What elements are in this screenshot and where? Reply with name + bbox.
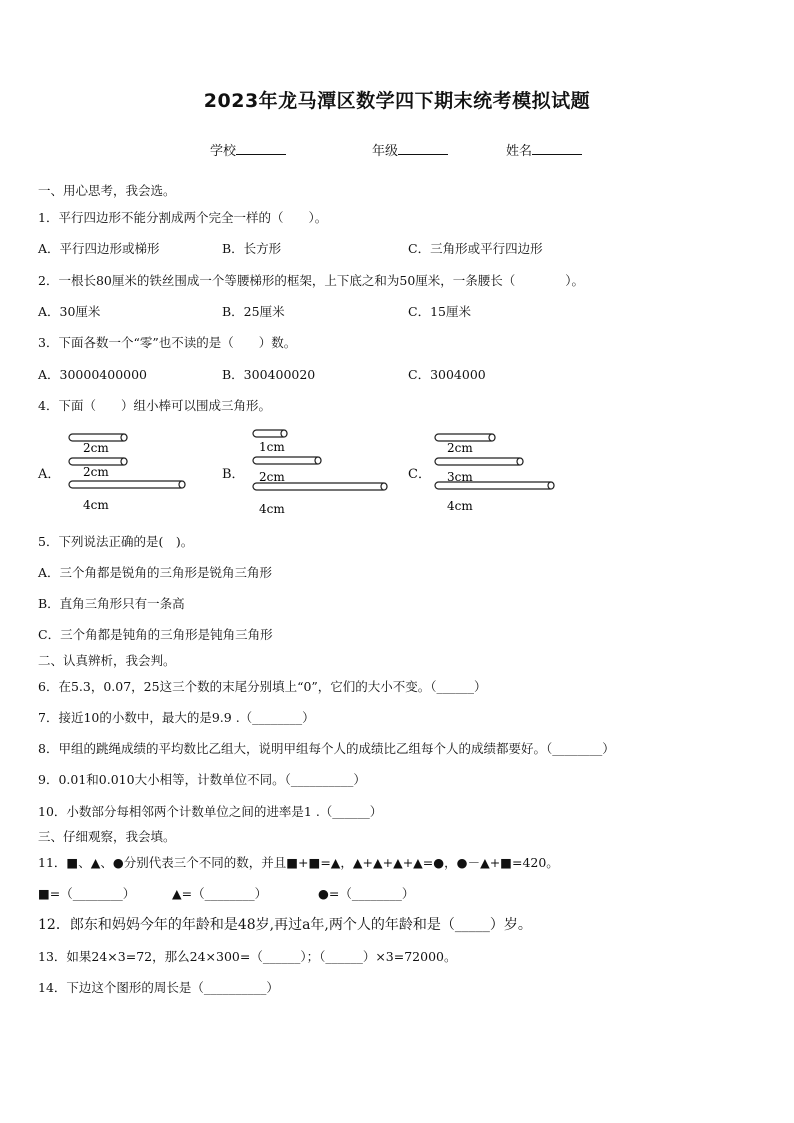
stick-a3-label: 4cm	[83, 498, 109, 512]
stick-a1	[69, 434, 127, 441]
question-11: 11．■、▲、●分别代表三个不同的数，并且■+■=▲，▲+▲+▲+▲=●，●－▲+■=420。	[38, 855, 559, 870]
page-title: 2023年龙马潭区数学四下期末统考模拟试题	[203, 90, 591, 112]
q4-option-c-label[interactable]: C．	[408, 467, 431, 482]
q11-square-answer[interactable]: ■=（________）	[38, 886, 136, 901]
section-3-heading: 三、仔细观察，我会填。	[38, 829, 176, 844]
grade-field[interactable]: 年级	[372, 140, 448, 159]
question-6: 6．在5.3，0.07，25这三个数的末尾分别填上“0”，它们的大小不变。（______）	[38, 679, 487, 694]
question-13: 13．如果24×3=72，那么24×300=（______）；（______）×3=72000。	[38, 949, 457, 964]
q1-option-b[interactable]: B．长方形	[222, 241, 282, 256]
q4-option-c-sticks	[432, 430, 562, 514]
question-1: 1．平行四边形不能分割成两个完全一样的（ ）。	[38, 210, 328, 225]
q2-option-b[interactable]: B．25厘米	[222, 304, 285, 319]
stick-b2	[253, 457, 321, 464]
question-10: 10．小数部分每相邻两个计数单位之间的进率是1 .（______）	[38, 804, 383, 819]
question-4: 4．下面（ ）组小棒可以围成三角形。	[38, 398, 271, 413]
q5-option-c[interactable]: C．三个角都是钝角的三角形是钝角三角形	[38, 627, 273, 642]
q3-option-b[interactable]: B．300400020	[222, 367, 316, 382]
stick-a2-label: 2cm	[83, 465, 109, 479]
stick-c1-label: 2cm	[447, 441, 473, 455]
name-field[interactable]: 姓名	[506, 140, 582, 159]
stick-c3-label: 4cm	[447, 499, 473, 513]
section-1-heading: 一、用心思考，我会选。	[38, 183, 176, 198]
section-2-heading: 二、认真辨析，我会判。	[38, 653, 176, 668]
q5-option-a[interactable]: A．三个角都是锐角的三角形是锐角三角形	[38, 565, 273, 580]
question-2: 2．一根长80厘米的铁丝围成一个等腰梯形的框架，上下底之和为50厘米，一条腰长（ ）。	[38, 273, 585, 288]
stick-b3	[253, 483, 387, 490]
question-5: 5．下列说法正确的是( )。	[38, 534, 194, 549]
question-14: 14．下边这个图形的周长是（__________）	[38, 980, 279, 995]
stick-c1	[435, 434, 495, 441]
stick-a2	[69, 458, 127, 465]
stick-b2-label: 2cm	[259, 470, 285, 484]
q4-option-a-sticks	[66, 430, 196, 514]
stick-c2-label: 3cm	[447, 470, 473, 484]
stick-a3	[69, 481, 185, 488]
q2-option-a[interactable]: A．30厘米	[38, 304, 101, 319]
stick-b3-label: 4cm	[259, 502, 285, 516]
q3-option-a[interactable]: A．30000400000	[38, 367, 148, 382]
question-8: 8．甲组的跳绳成绩的平均数比乙组大，说明甲组每个人的成绩比乙组每个人的成绩都要好。（________）	[38, 741, 615, 756]
stick-a1-label: 2cm	[83, 441, 109, 455]
q1-option-c[interactable]: C．三角形或平行四边形	[408, 241, 543, 256]
question-12: 12．郎东和妈妈今年的年龄和是48岁,再过a年,两个人的年龄和是（_____）岁。	[38, 917, 532, 933]
q11-circle-answer[interactable]: ●=（________）	[318, 886, 415, 901]
q5-option-b[interactable]: B．直角三角形只有一条高	[38, 596, 185, 611]
school-field[interactable]: 学校	[210, 140, 286, 159]
stick-b1-label: 1cm	[259, 440, 285, 454]
q4-option-b-label[interactable]: B．	[222, 467, 245, 482]
q2-option-c[interactable]: C．15厘米	[408, 304, 471, 319]
stick-c2	[435, 458, 523, 465]
question-7: 7．接近10的小数中，最大的是9.9 .（________）	[38, 710, 315, 725]
q11-triangle-answer[interactable]: ▲=（________）	[172, 886, 268, 901]
q4-option-b-sticks	[250, 426, 395, 518]
question-9: 9．0.01和0.010大小相等，计数单位不同。（__________）	[38, 772, 366, 787]
q1-option-a[interactable]: A．平行四边形或梯形	[38, 241, 160, 256]
q3-option-c[interactable]: C．3004000	[408, 367, 486, 382]
q4-option-a-label[interactable]: A．	[38, 467, 61, 482]
question-3: 3．下面各数一个“零”也不读的是（ ）数。	[38, 335, 297, 350]
